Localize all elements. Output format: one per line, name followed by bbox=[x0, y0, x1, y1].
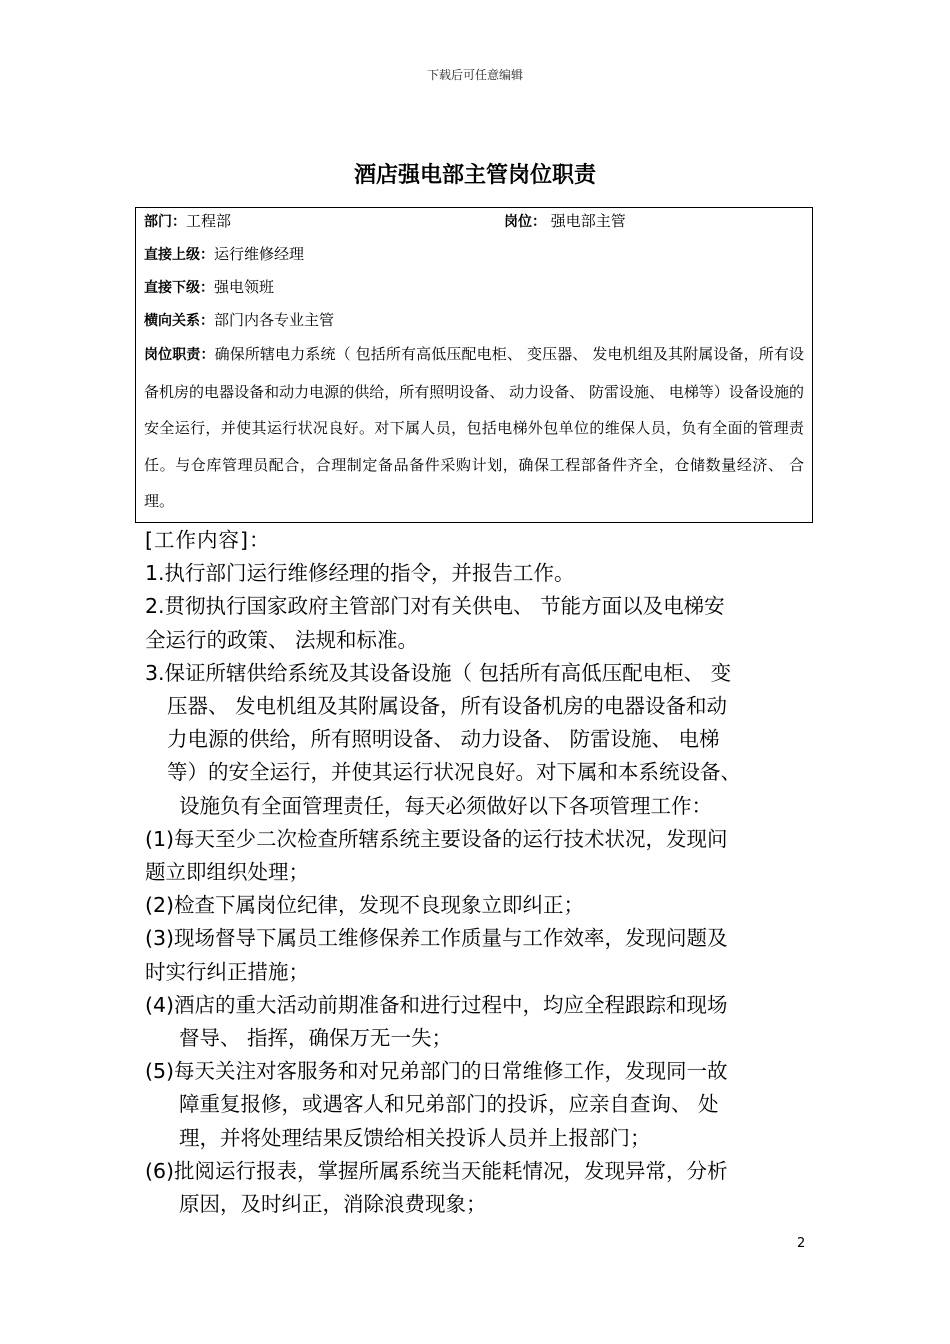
content-item-3-line4: 等）的安全运行，并使其运行状况良好。对下属和本系统设备、 bbox=[167, 760, 741, 785]
content-sub-1-line2: 题立即组织处理； bbox=[145, 860, 309, 885]
content-sub-4-line1: (4)酒店的重大活动前期准备和进行过程中，均应全程跟踪和现场 bbox=[145, 992, 728, 1017]
lateral-value: 部门内各专业主管 bbox=[214, 311, 335, 329]
content-sub-1-line1: (1)每天至少二次检查所辖系统主要设备的运行技术状况，发现问 bbox=[145, 826, 728, 851]
content-sub-2: (2)检查下属岗位纪律，发现不良现象立即纠正； bbox=[145, 893, 585, 918]
content-sub-4-line2: 督导、 指挥，确保万无一失； bbox=[179, 1026, 453, 1051]
content-sub-5-line1: (5)每天关注对客服务和对兄弟部门的日常维修工作，发现同一故 bbox=[145, 1059, 728, 1084]
dept-label: 部门： bbox=[144, 214, 186, 230]
dept-value: 工程部 bbox=[186, 212, 232, 230]
content-sub-6-line2: 原因，及时纠正，消除浪费现象； bbox=[179, 1192, 487, 1217]
content-sub-3-line1: (3)现场督导下属员工维修保养工作质量与工作效率，发现问题及 bbox=[145, 926, 728, 951]
content-item-2-line1: 2.贯彻执行国家政府主管部门对有关供电、 节能方面以及电梯安 bbox=[145, 594, 725, 619]
superior-value: 运行维修经理 bbox=[214, 245, 305, 263]
post-label: 岗位： bbox=[504, 214, 546, 230]
info-row-subordinate bbox=[144, 274, 804, 307]
content-sub-5-line2: 障重复报修，或遇客人和兄弟部门的投诉，应亲自查询、 处 bbox=[179, 1092, 719, 1117]
content-sub-3-line2: 时实行纠正措施； bbox=[145, 959, 309, 984]
content-item-3-line2: 压器、 发电机组及其附属设备，所有设备机房的电器设备和动 bbox=[167, 694, 728, 719]
page-title: 酒店强电部主管岗位职责 bbox=[353, 163, 596, 188]
duty-label: 岗位职责： bbox=[144, 347, 215, 363]
superior-label: 直接上级： bbox=[144, 247, 214, 263]
lateral-label: 横向关系： bbox=[144, 313, 214, 329]
section-heading: [工作内容]： bbox=[145, 528, 271, 552]
content-sub-6-line1: (6)批阅运行报表，掌握所属系统当天能耗情况，发现异常，分析 bbox=[145, 1158, 728, 1183]
content-item-2-line2: 全运行的政策、 法规和标准。 bbox=[145, 627, 419, 652]
page-number: 2 bbox=[797, 1236, 806, 1251]
info-row-superior bbox=[144, 241, 804, 274]
subordinate-value: 强电领班 bbox=[214, 278, 275, 296]
content-item-3-line3: 力电源的供给，所有照明设备、 动力设备、 防雷设施、 电梯 bbox=[167, 727, 720, 752]
header-note: 下载后可任意编辑 bbox=[426, 68, 523, 82]
duty-text: 确保所辖电力系统（ 包括所有高低压配电柜、 变压器、 发电机组及其附属设备，所有设备机房的电器设备和动力电源的供给，所有照明设备、 动力设备、 防雷设施、 电梯等）设备设施的安全运行，并使其运行状况良好。对下属人员，包括电梯外包单位的维保人员，负有全面的管理责任。与仓库管理员配合，合理制定备品备件采购计划，确保工程部备件齐全，仓储数量经济、 合理。 bbox=[144, 345, 805, 511]
duty-paragraph bbox=[144, 336, 804, 520]
work-content bbox=[145, 524, 815, 1221]
post-value: 强电部主管 bbox=[550, 212, 626, 230]
post-field bbox=[504, 208, 626, 235]
info-row-dept bbox=[144, 208, 804, 241]
position-info-box bbox=[135, 207, 813, 523]
content-item-3-line5: 设施负有全面管理责任，每天必须做好以下各项管理工作： bbox=[179, 793, 712, 818]
content-item-1: 1.执行部门运行维修经理的指令，并报告工作。 bbox=[145, 561, 575, 586]
subordinate-label: 直接下级： bbox=[144, 280, 214, 296]
content-sub-5-line3: 理，并将处理结果反馈给相关投诉人员并上报部门； bbox=[179, 1125, 651, 1150]
content-item-3-line1: 3.保证所辖供给系统及其设备设施（ 包括所有高低压配电柜、 变 bbox=[145, 660, 732, 685]
